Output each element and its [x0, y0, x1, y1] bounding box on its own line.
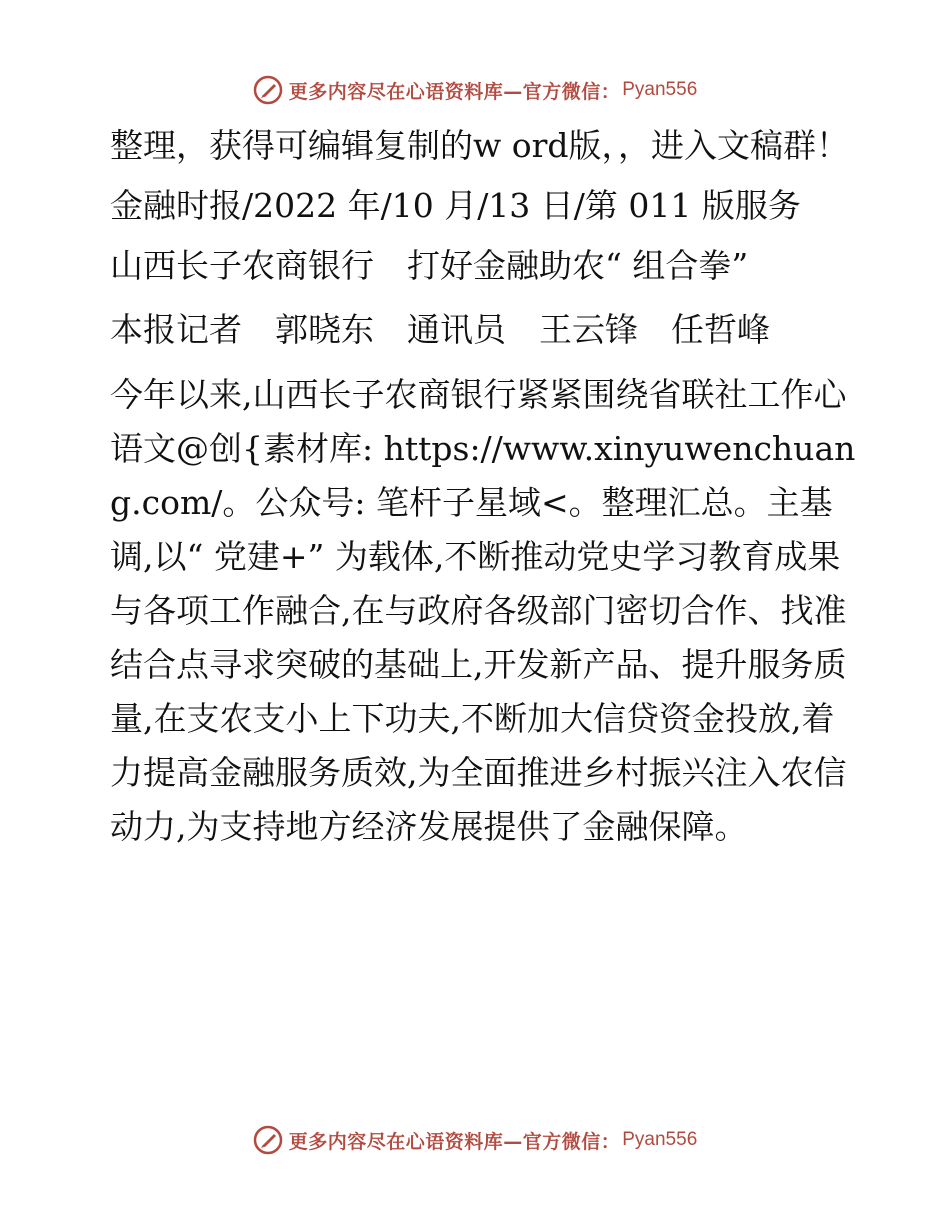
- document-body: [96, 122, 856, 854]
- footer-banner: [0, 1120, 950, 1160]
- quill-logo-icon: [253, 1125, 283, 1155]
- banner-text: 更多内容尽在心语资料库—官方微信：: [288, 1130, 621, 1153]
- banner-text: 更多内容尽在心语资料库—官方微信：: [288, 80, 621, 103]
- byline: 本报记者 郭晓东 通讯员 王云锋 任哲峰: [110, 310, 770, 349]
- article-headline: 山西长子农商银行 打好金融助农“ 组合拳”: [110, 246, 749, 285]
- article-body: 今年以来,山西长子农商银行紧紧围绕省联社工作心语文@创{素材库: https://www.xinyuwenchuang.com/。公众号: 笔杆子星域<。整理汇总。主基调,以“ 党建+” 为载体,不断推动党史学习教育成果与各项工作融合,在与政府各级部门密切合作、找准结合点寻求突破的基础上,开发新产品、提升服务质量,在支农支小上下功夫,不断加大信贷资金投放,着力提高金融服务质效,为全面推进乡村振兴注入农信动力,为支持地方经济发展提供了金融保障。: [110, 375, 856, 846]
- header-banner: [0, 70, 950, 110]
- intro-paragraph: 整理，获得可编辑复制的w ord版，，进入文稿群！: [110, 126, 850, 165]
- source-line: 金融时报/2022 年/10 月/13 日/第 011 版服务: [110, 186, 801, 225]
- banner-wechat-id: Pyan556: [622, 1129, 698, 1150]
- quill-logo-icon: [253, 75, 283, 105]
- banner-wechat-id: Pyan556: [622, 79, 698, 100]
